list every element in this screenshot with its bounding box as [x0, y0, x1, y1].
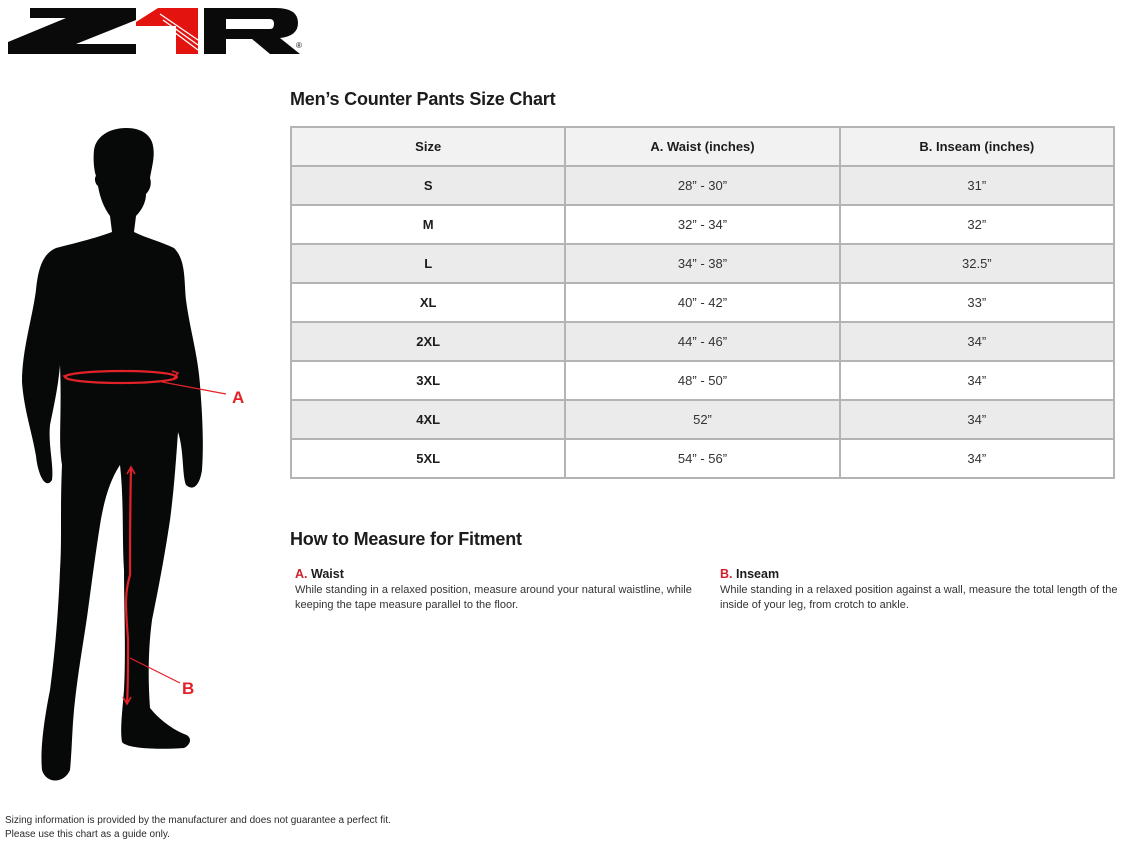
- cell-size: 3XL: [291, 361, 565, 400]
- z1r-logo: [8, 4, 304, 56]
- cell-size: 2XL: [291, 322, 565, 361]
- cell-inseam: 34”: [840, 361, 1114, 400]
- cell-size: 5XL: [291, 439, 565, 478]
- body-silhouette: [22, 128, 203, 781]
- cell-inseam: 31”: [840, 166, 1114, 205]
- measure-inseam-instructions: [720, 567, 1120, 613]
- column-header-size: Size: [291, 127, 565, 166]
- logo-r-shape: [204, 8, 300, 54]
- logo-z-shape: [8, 8, 136, 54]
- how-to-measure-title: How to Measure for Fitment: [290, 529, 522, 549]
- cell-size: L: [291, 244, 565, 283]
- inseam-label-b: B: [182, 679, 195, 698]
- measure-waist-heading: [295, 567, 695, 582]
- table-row: [291, 322, 1114, 361]
- cell-waist: 28” - 30”: [565, 166, 839, 205]
- disclaimer-line-2: Please use this chart as a guide only.: [5, 829, 170, 840]
- table-row: [291, 283, 1114, 322]
- table-header-row: [291, 127, 1114, 166]
- cell-waist: 34” - 38”: [565, 244, 839, 283]
- cell-waist: 52”: [565, 400, 839, 439]
- measure-waist-text: While standing in a relaxed position, measure around your natural waistline, while keeping the tape measure parallel to the floor.: [295, 584, 692, 611]
- column-header-inseam: B. Inseam (inches): [840, 127, 1114, 166]
- size-chart-title: Men’s Counter Pants Size Chart: [290, 89, 556, 109]
- measure-waist-name: Waist: [310, 567, 344, 581]
- table-row: [291, 166, 1114, 205]
- measure-waist-instructions: [295, 567, 695, 613]
- column-header-waist: A. Waist (inches): [565, 127, 839, 166]
- table-row: [291, 205, 1114, 244]
- measure-inseam-text: While standing in a relaxed position against a wall, measure the total length of the inside of your leg, from crotch to ankle.: [720, 584, 1118, 611]
- table-row: [291, 361, 1114, 400]
- cell-size: M: [291, 205, 565, 244]
- cell-size: 4XL: [291, 400, 565, 439]
- cell-waist: 40” - 42”: [565, 283, 839, 322]
- cell-inseam: 33”: [840, 283, 1114, 322]
- waist-label-a: A: [232, 388, 245, 407]
- measure-inseam-heading: [720, 567, 1120, 582]
- measurement-figure: [14, 120, 264, 790]
- sizing-disclaimer: [5, 814, 391, 842]
- table-row: [291, 244, 1114, 283]
- cell-waist: 48” - 50”: [565, 361, 839, 400]
- cell-inseam: 34”: [840, 322, 1114, 361]
- cell-inseam: 32.5”: [840, 244, 1114, 283]
- table-row: [291, 400, 1114, 439]
- table-row: [291, 439, 1114, 478]
- cell-inseam: 32”: [840, 205, 1114, 244]
- cell-size: XL: [291, 283, 565, 322]
- measure-waist-letter: A.: [295, 567, 308, 581]
- cell-waist: 54” - 56”: [565, 439, 839, 478]
- measure-inseam-letter: B.: [720, 567, 733, 581]
- cell-waist: 32” - 34”: [565, 205, 839, 244]
- size-chart-table: [290, 126, 1115, 479]
- logo-1-shape: [136, 8, 198, 54]
- registered-mark: ®: [296, 41, 302, 50]
- disclaimer-line-1: Sizing information is provided by the manufacturer and does not guarantee a perfect fit.: [5, 815, 391, 826]
- cell-waist: 44” - 46”: [565, 322, 839, 361]
- cell-size: S: [291, 166, 565, 205]
- cell-inseam: 34”: [840, 400, 1114, 439]
- measure-inseam-name: Inseam: [735, 567, 780, 581]
- cell-inseam: 34”: [840, 439, 1114, 478]
